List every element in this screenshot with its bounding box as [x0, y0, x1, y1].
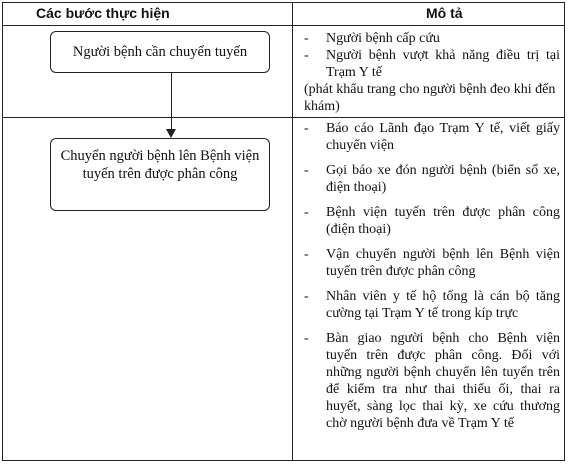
list-item-text: Người bệnh cấp cứu	[326, 31, 440, 46]
list-item-text: Người bệnh vượt khả năng điều trị tại Trạm Y tế	[326, 48, 560, 80]
list-item	[302, 288, 560, 322]
description-block-2	[302, 120, 560, 440]
list-item	[302, 47, 560, 81]
dash-bullet: -	[304, 331, 309, 346]
description-block-1	[302, 30, 560, 115]
flow-arrow-shaft	[171, 73, 172, 131]
list-item-text: Bàn giao người bệnh cho Bệnh viện tuyến trên được phân công. Đối với những người bệnh chuyển lên tuyến trên để kiểm tra như thai thiểu ối, thai ra huyết, sàng lọc thai kỳ, xe cứu thương chờ người bệnh đưa về Trạm Y tế	[326, 331, 560, 431]
list-item-text: Gọi báo xe đón người bệnh (biển số xe, điện thoại)	[326, 163, 560, 195]
flow-step-1-label: Người bệnh cần chuyển tuyến	[72, 44, 248, 60]
list-item	[302, 204, 560, 238]
list-item-text: Nhân viên y tế hộ tống là cán bộ tăng cường tại Trạm Y tế trong kíp trực	[326, 289, 560, 321]
dash-bullet: -	[304, 163, 309, 178]
steps-column-header: Các bước thực hiện	[36, 5, 170, 21]
mask-note: (phát khẩu trang cho người bệnh đeo khi đến khám)	[304, 82, 556, 114]
dash-bullet: -	[304, 205, 309, 220]
list-item	[302, 246, 560, 280]
description-column-header: Mô tả	[426, 5, 463, 21]
dash-bullet: -	[304, 121, 309, 136]
dash-bullet: -	[304, 31, 309, 46]
dash-bullet: -	[304, 247, 309, 262]
list-item	[302, 162, 560, 196]
header-divider	[2, 25, 565, 26]
flow-step-2-label: Chuyển người bệnh lên Bệnh viện tuyến trên được phân công	[60, 148, 260, 182]
list-item	[302, 30, 560, 47]
list-item-text: Báo cáo Lãnh đạo Trạm Y tế, viết giấy chuyển viện	[326, 121, 560, 153]
flow-arrow-down-icon	[166, 129, 176, 138]
list-item-text: Bệnh viện tuyến trên được phân công (điện thoại)	[326, 205, 560, 237]
dash-bullet: -	[304, 289, 309, 304]
list-item-text: Vận chuyển người bệnh lên Bệnh viện tuyến trên được phân công	[326, 247, 560, 279]
dash-bullet: -	[304, 48, 309, 63]
flow-step-1	[50, 31, 270, 73]
row-divider	[2, 117, 565, 118]
flow-step-2	[50, 138, 270, 211]
list-item	[302, 330, 560, 432]
column-divider	[292, 2, 293, 461]
list-item	[302, 120, 560, 154]
